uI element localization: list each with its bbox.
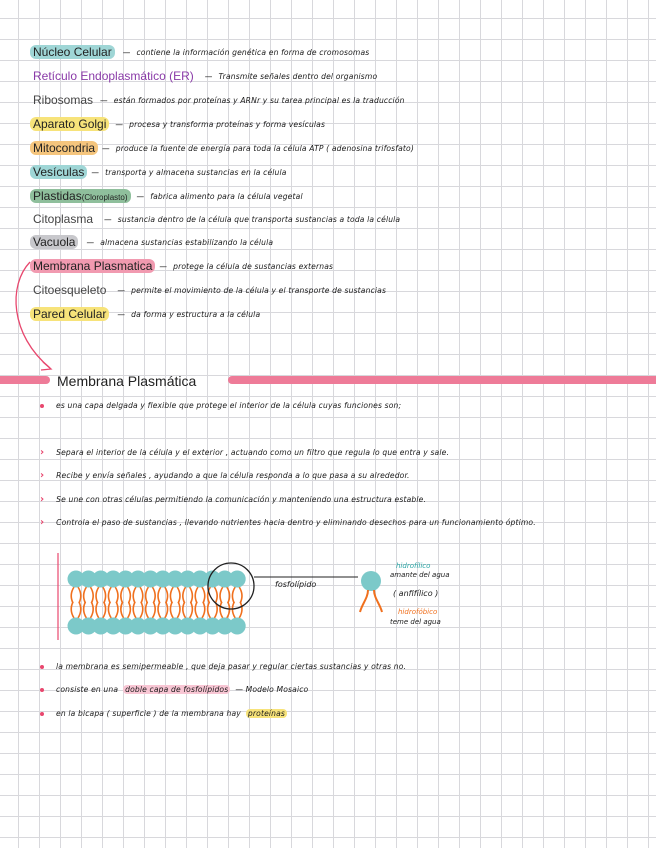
term-mitocondria: Mitocondria xyxy=(30,141,98,155)
label-fosfolipido: fosfolípido xyxy=(275,580,317,589)
chevron-right-icon: › xyxy=(40,470,45,481)
note-text-pre: consiste en una xyxy=(56,685,119,694)
lipid-tail xyxy=(195,602,205,618)
lipid-tail xyxy=(133,587,143,603)
term-pared: Pared Celular xyxy=(30,307,109,321)
organelle-row-citoplasma: Citoplasma — sustancia dentro de la célula que transporta sustancias a toda la célula xyxy=(30,210,400,228)
note-item xyxy=(40,685,308,694)
bullet-dot-icon xyxy=(40,665,44,669)
term-plastidas-small: (Cloroplasto) xyxy=(81,193,128,202)
organelle-row-citoesqueleto: Citoesqueleto — permite el movimiento de la célula y el transporte de sustancias xyxy=(30,281,386,299)
lipid-tail xyxy=(158,602,168,618)
lipid-tail xyxy=(232,587,242,603)
lipid-tail xyxy=(121,587,131,603)
intro-text: es una capa delgada y flexible que protege el interior de la célula cuyas funciones son; xyxy=(56,401,402,410)
note-text-pre: en la bicapa ( superficie ) de la membrana hay xyxy=(56,709,241,718)
lipid-tail xyxy=(183,602,193,618)
term-reticulo: Retículo Endoplasmático (ER) xyxy=(33,69,194,83)
term-citoplasma: Citoplasma xyxy=(33,212,94,226)
label-anfifilico: ( anfifílico ) xyxy=(393,589,439,598)
desc-golgi: procesa y transforma proteínas y forma vesículas xyxy=(129,119,326,129)
function-text: Controla el paso de sustancias , llevando nutrientes hacia dentro y eliminando desechos para un funcionamiento óptimo. xyxy=(56,518,536,527)
desc-citoesqueleto: permite el movimiento de la célula y el transporte de sustancias xyxy=(131,285,387,295)
lipid-tail xyxy=(96,587,106,603)
desc-ribosomas: están formados por proteínas y ARNr y su tarea principal es la traducción xyxy=(113,95,405,105)
note-text-post: — Modelo Mosaico xyxy=(235,685,309,694)
organelle-row-membrana: Membrana Plasmatica — protege la célula de sustancias externas xyxy=(30,257,333,275)
chevron-right-icon: › xyxy=(40,447,45,458)
lipid-tail xyxy=(195,587,205,603)
bullet-dot-icon xyxy=(40,688,44,692)
lipid-tail xyxy=(108,602,118,618)
lipid-tail xyxy=(84,587,94,603)
label-teme-agua: teme del agua xyxy=(390,618,441,626)
function-text: Se une con otras células permitiendo la comunicación y manteniendo una estructura estable. xyxy=(56,495,427,504)
term-membrana: Membrana Plasmatica xyxy=(30,259,155,273)
section-title: Membrana Plasmática xyxy=(57,373,197,389)
term-plastidas-main: Plastidas xyxy=(33,189,82,203)
desc-nucleo: contiene la información genética en forma de cromosomas xyxy=(136,47,370,57)
chevron-right-icon: › xyxy=(40,494,45,505)
label-amante-agua: amante del agua xyxy=(390,571,450,579)
desc-plastidas: fabrica alimento para la célula vegetal xyxy=(150,191,303,201)
lipid-head xyxy=(229,571,246,588)
note-highlight: doble capa de fosfolípidos xyxy=(125,685,229,694)
lipid-tail xyxy=(220,587,230,603)
lipid-tail xyxy=(208,602,218,618)
term-nucleo: Núcleo Celular xyxy=(30,45,115,59)
lipid-head xyxy=(229,618,246,635)
desc-reticulo: Transmite señales dentro del organismo xyxy=(218,71,378,81)
lipid-tail xyxy=(71,602,81,618)
term-vacuola: Vacuola xyxy=(30,235,78,249)
desc-membrana: protege la célula de sustancias externas xyxy=(173,261,334,271)
lipid-tail xyxy=(96,602,106,618)
bullet-dot-icon xyxy=(40,712,44,716)
note-item xyxy=(40,709,287,718)
organelle-row-golgi: Aparato Golgi — procesa y transforma proteínas y forma vesículas xyxy=(30,115,325,133)
lipid-tail xyxy=(220,602,230,618)
lipid-tail xyxy=(146,587,156,603)
lipid-tail xyxy=(183,587,193,603)
lipid-tail xyxy=(121,602,131,618)
lipid-tail xyxy=(84,602,94,618)
term-vesiculas: Vesículas xyxy=(30,165,87,179)
lipid-tail xyxy=(170,602,180,618)
desc-mitocondria: produce la fuente de energía para toda la célula ATP ( adenosina trifosfato) xyxy=(115,143,414,153)
lipid-tail xyxy=(146,602,156,618)
lipid-tail xyxy=(158,587,168,603)
note-highlight: proteínas xyxy=(247,709,286,718)
lipid-tails xyxy=(71,587,242,618)
organelle-row-mitocondria: Mitocondria — produce la fuente de energía para toda la célula ATP ( adenosina trifosfato) xyxy=(30,139,414,157)
organelle-row-plastidas: Plastidas(Cloroplasto) — fabrica alimento para la célula vegetal xyxy=(30,187,303,205)
term-ribosomas: Ribosomas xyxy=(33,93,94,107)
note-text: la membrana es semipermeable , que deja pasar y regular ciertas sustancias y otras no. xyxy=(56,662,407,671)
lipid-tail xyxy=(108,587,118,603)
desc-vesiculas: transporta y almacena sustancias en la célula xyxy=(105,167,287,177)
note-item xyxy=(40,662,406,671)
organelle-row-reticulo: Retículo Endoplasmático (ER) — Transmite señales dentro del organismo xyxy=(30,67,377,85)
single-phospholipid-icon xyxy=(360,571,382,612)
lipid-tail xyxy=(71,587,81,603)
lipid-heads xyxy=(68,571,246,635)
chevron-right-icon: › xyxy=(40,517,45,528)
organelle-row-vacuola: Vacuola — almacena sustancias estabilizando la célula xyxy=(30,233,273,251)
label-hidrofilico: hidrofílico xyxy=(396,562,431,570)
organelle-row-pared: Pared Celular — da forma y estructura a la célula xyxy=(30,305,260,323)
term-golgi: Aparato Golgi xyxy=(30,117,109,131)
term-citoesqueleto: Citoesqueleto xyxy=(33,283,107,297)
organelle-row-vesiculas: Vesículas — transporta y almacena sustancias en la célula xyxy=(30,163,287,181)
function-text: Recibe y envía señales , ayudando a que la célula responda a lo que pasa a su alrededor. xyxy=(56,471,410,480)
organelle-row-nucleo: Núcleo Celular — contiene la información genética en forma de cromosomas xyxy=(30,43,369,61)
lipid-tail xyxy=(133,602,143,618)
label-hidrofobico: hidrofóbico xyxy=(398,608,438,616)
lipid-tail xyxy=(232,602,242,618)
lipid-tail xyxy=(170,587,180,603)
desc-citoplasma: sustancia dentro de la célula que transporta sustancias a toda la célula xyxy=(117,214,401,224)
organelle-row-ribosomas: Ribosomas — están formados por proteínas y ARNr y su tarea principal es la traducción xyxy=(30,91,405,109)
function-text: Separa el interior de la célula y el exterior , actuando como un filtro que regula lo que entra y sale. xyxy=(56,448,450,457)
desc-vacuola: almacena sustancias estabilizando la célula xyxy=(100,237,274,247)
desc-pared: da forma y estructura a la célula xyxy=(131,309,261,319)
